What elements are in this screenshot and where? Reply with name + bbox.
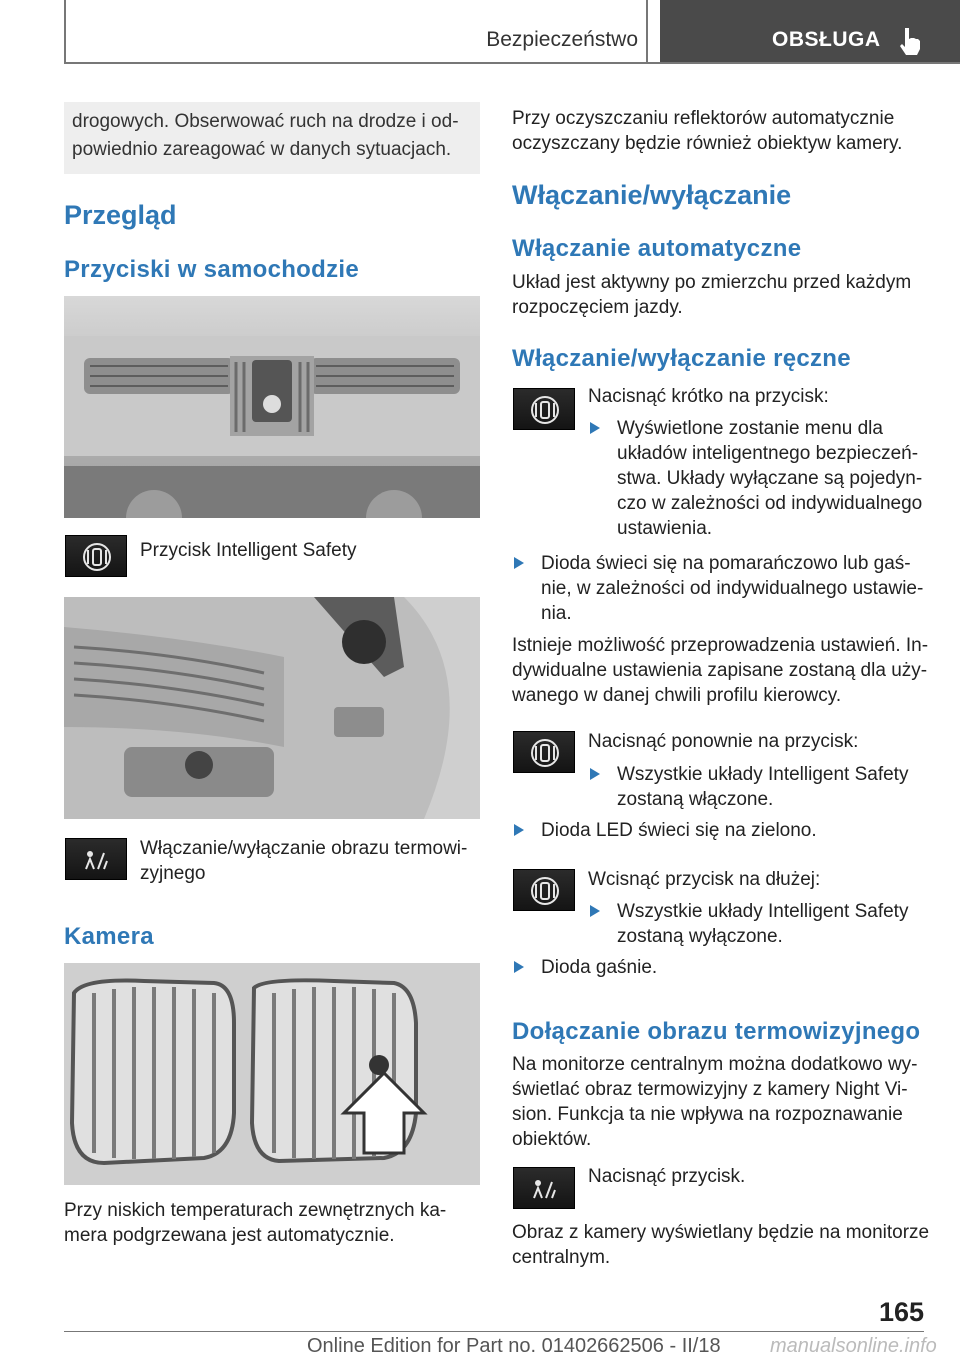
- bullet-marker: [514, 557, 524, 569]
- page-number: 165: [878, 1297, 924, 1327]
- intelligent-safety-button-icon: [513, 731, 575, 773]
- heading-on-off: Włączanie/wyłączanie: [512, 180, 792, 210]
- heading-camera: Kamera: [64, 923, 154, 950]
- intelligent-safety-button-icon: [513, 869, 575, 911]
- heading-manual: Włączanie/wyłączanie ręczne: [512, 345, 851, 372]
- header-rule: [64, 62, 960, 64]
- bullet-all-disabled: Wszystkie układy Intelligent Safety zostaną wyłączone.: [617, 901, 909, 947]
- pointing-hand-icon: [896, 26, 924, 56]
- header-section-title: Bezpieczeństwo: [486, 28, 638, 51]
- bullet-led-orange: Dioda świeci się na pomarańczowo lub gaś‐nie, w zależności od indywidualnego ustawie‐nia.: [541, 553, 924, 624]
- thermal-image-button-icon: [513, 1167, 575, 1209]
- header-chapter-title: OBSŁUGA: [772, 28, 881, 51]
- dashboard-vents-photo: [64, 296, 480, 518]
- watermark: manualsonline.info: [770, 1335, 937, 1357]
- thermal-description: Na monitorze centralnym można dodatkowo wy‐świetlać obraz termowizyjny z kamery Night Vi‐sion. Funkcja ta nie wpływa na rozpoznawanie obiektów.: [512, 1054, 918, 1150]
- note-box: drogowych. Obserwować ruch na drodze i od‐powiednio zareagować w danych sytuacjach.: [64, 102, 480, 174]
- header-section-tab: [64, 0, 648, 63]
- header-chapter-tab: [660, 0, 960, 63]
- instruction-press-short: Nacisnąć krótko na przycisk:: [588, 386, 829, 407]
- bullet-led-off: Dioda gaśnie.: [541, 957, 658, 978]
- bullet-all-enabled: Wszystkie układy Intelligent Safety zostaną włączone.: [617, 764, 909, 810]
- caption-intelligent-safety: Przycisk Intelligent Safety: [140, 540, 357, 561]
- bullet-marker: [514, 961, 524, 973]
- automatic-description: Układ jest aktywny po zmierzchu przed każdym rozpoczęciem jazdy.: [512, 272, 912, 318]
- settings-description: Istnieje możliwość przeprowadzenia ustawień. In‐dywidualne ustawienia zapisane zostaną dla uży‐wanego w danej chwili profilu kierowcy.: [512, 635, 929, 706]
- bullet-led-green: Dioda LED świeci się na zielono.: [541, 820, 817, 841]
- camera-description: Przy niskich temperaturach zewnętrznych ka‐mera podgrzewana jest automatycznie.: [64, 1200, 447, 1246]
- caption-thermal-image: Włączanie/wyłączanie obrazu termowi‐zyjnego: [140, 838, 468, 884]
- final-description: Obraz z kamery wyświetlany będzie na monitorze centralnym.: [512, 1222, 930, 1268]
- instruction-press-button: Nacisnąć przycisk.: [588, 1166, 746, 1187]
- heading-buttons-in-car: Przyciski w samochodzie: [64, 256, 360, 283]
- bullet-marker: [590, 905, 600, 917]
- heading-automatic: Włączanie automatyczne: [512, 235, 802, 262]
- footer-edition: Online Edition for Part no. 01402662506 - II/18: [307, 1335, 721, 1357]
- heading-thermal-image: Dołączanie obrazu termowizyjnego: [512, 1018, 921, 1045]
- steering-column-photo: [64, 597, 480, 819]
- bullet-marker: [514, 824, 524, 836]
- intelligent-safety-button-icon: [513, 388, 575, 430]
- bullet-menu-displayed: Wyświetlone zostanie menu dla układów inteligentnego bezpieczeń‐stwa. Układy wyłączane są pojedyn‐czo w zależności od indywidualnego ustawienia.: [617, 418, 923, 539]
- footer-rule: [64, 1331, 924, 1332]
- intro-text: Przy oczyszczaniu reflektorów automatycznie oczyszczany będzie również obiektyw kamery.: [512, 108, 903, 154]
- bullet-marker: [590, 768, 600, 780]
- heading-overview: Przegląd: [64, 200, 177, 230]
- intelligent-safety-button-icon: [65, 535, 127, 577]
- bullet-marker: [590, 422, 600, 434]
- instruction-press-again: Nacisnąć ponownie na przycisk:: [588, 731, 859, 752]
- instruction-press-long: Wcisnąć przycisk na dłużej:: [588, 869, 821, 890]
- kidney-grille-camera-photo: [64, 963, 480, 1185]
- thermal-image-button-icon: [65, 838, 127, 880]
